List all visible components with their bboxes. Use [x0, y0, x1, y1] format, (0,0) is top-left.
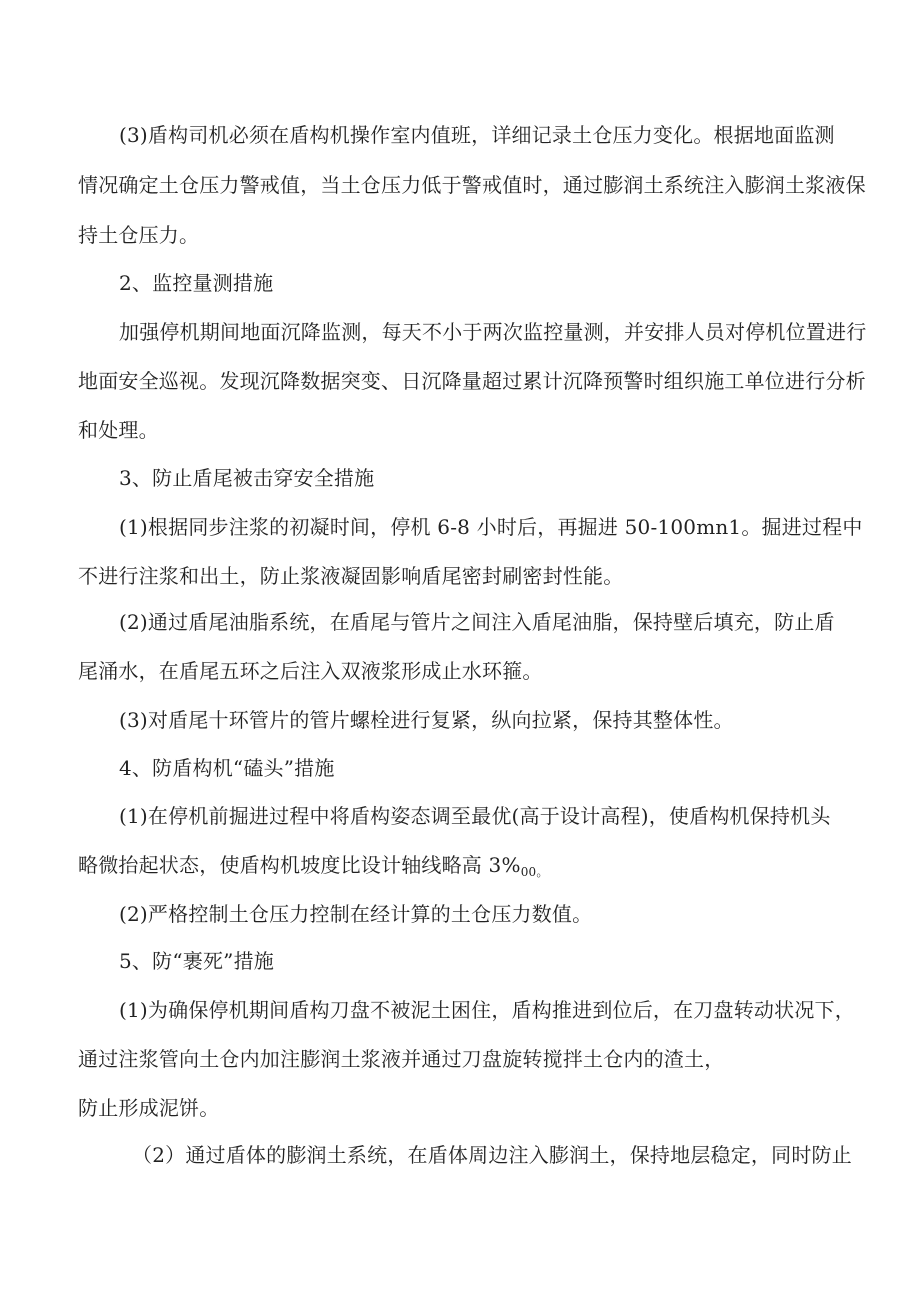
section-heading: 2、监控量测措施: [119, 271, 274, 295]
paragraph-line: [78, 840, 868, 890]
paragraph-line: (1)为确保停机期间盾构刀盘不被泥土困住，盾构推进到位后，在刀盘转动状况下，: [119, 998, 855, 1022]
paragraph-line: 不进行注浆和出土，防止浆液凝固影响盾尾密封刷密封性能。: [78, 564, 624, 588]
section-heading: 3、防止盾尾被击穿安全措施: [119, 466, 375, 490]
per-mille-subscript: 00。: [520, 865, 549, 879]
paragraph-line: 情况确定土仓压力警戒值，当土仓压力低于警戒值时，通过膨润土系统注入膨润土浆液保: [78, 173, 866, 197]
paragraph-line: （2）通过盾体的膨润土系统，在盾体周边注入膨润土，保持地层稳定，同时防止: [132, 1143, 852, 1167]
paragraph-line: 尾涌水，在盾尾五环之后注入双液浆形成止水环箍。: [78, 659, 543, 683]
section-heading: 4、防盾构机“磕头”措施: [119, 756, 335, 780]
paragraph-line: (3)盾构司机必须在盾构机操作室内值班，详细记录土仓压力变化。根据地面监测: [119, 123, 835, 147]
paragraph-line: 和处理。: [78, 418, 159, 442]
paragraph-line: (3)对盾尾十环管片的管片螺栓进行复紧，纵向拉紧，保持其整体性。: [119, 708, 734, 732]
paragraph-line: (2)通过盾尾油脂系统，在盾尾与管片之间注入盾尾油脂，保持壁后填充，防止盾: [119, 610, 835, 634]
paragraph-line: (1)根据同步注浆的初凝时间，停机 6-8 小时后，再掘进 50-100mn1。掘进过程中: [119, 515, 863, 539]
paragraph-line-main: 略微抬起状态，使盾构机坡度比设计轴线略高 3%: [78, 853, 521, 877]
paragraph-line: 加强停机期间地面沉降监测，每天不小于两次监控量测，并安排人员对停机位置进行: [119, 320, 867, 344]
section-heading: 5、防“裹死”措施: [119, 949, 274, 973]
paragraph-line: 持土仓压力。: [78, 223, 200, 247]
paragraph-line: 防止形成泥饼。: [78, 1096, 220, 1120]
paragraph-line: 通过注浆管向土仓内加注膨润土浆液并通过刀盘旋转搅拌土仓内的渣土，: [78, 1047, 725, 1071]
paragraph-line: (1)在停机前掘进过程中将盾构姿态调至最优(高于设计高程)，使盾构机保持机头: [119, 804, 831, 828]
paragraph-line: (2)严格控制土仓压力控制在经计算的土仓压力数值。: [119, 902, 593, 926]
paragraph-line: 地面安全巡视。发现沉降数据突变、日沉降量超过累计沉降预警时组织施工单位进行分析: [78, 369, 866, 393]
